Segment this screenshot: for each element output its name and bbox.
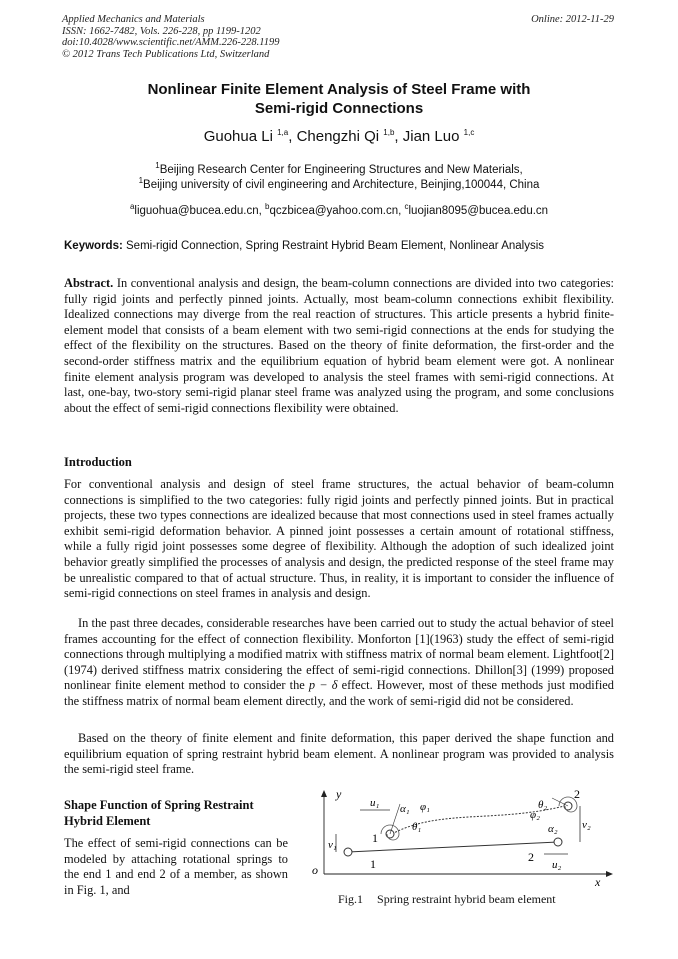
paper-title [0,80,678,118]
journal-header [62,14,279,60]
author-sup: 1,a [277,128,289,137]
y-axis-label: y [336,788,342,801]
introduction-paragraph-1: For conventional analysis and design of steel frame structures, the actual behavior of beam-column connections is simplified to the two categories: fully rigid joints and perfectly pinned joints. But in practical projects, these two types connections are idealized because that most connections used in steel frames actually exhibit semi-rigid deformation behavior. A pinned joint possesses a certain amount of rotational stiffness, while a fully rigid joint possesses some degree of flexibility. Although the adoption of such idealized joint behavior greatly simplified the processes of analysis and design, the predicted response of the steel frame may be unrealistic compared to that of actual structure. Thus, in reality, it is important to consider the influence of semi-rigid connections on steel frames in analysis and design. [64,477,614,601]
abstract-text: In conventional analysis and design, the beam-column connections are divided into two categories: fully rigid joints and perfectly pinned joints. Actually, most beam-column connections exhibit flexibility. Idealized connections may diverge from the real reaction of structures. This article presents a hybrid finite-element model that consists of a beam element with two semi-rigid connections at the ends for studying the effect of the flexibility on the structures. Based on the theory of finite deformation, the first-order and the second-order stiffness matrix and the equilibrium equation of hybrid beam element were got. A nonlinear finite element analysis program was developed to analysis the steel frames with semi-rigid connections. At last, one-bay, two-story semi-rigid planar steel frame was analyzed using the program, and some conclusions about the effect of semi-rigid connections flexibility were obtained. [64,276,614,415]
v1-label: v₁ [328,839,337,851]
introduction-heading: Introduction [64,455,132,469]
keywords-label: Keywords: [64,240,123,252]
abstract-label: Abstract. [64,276,114,290]
online-date: Online: 2012-11-29 [531,14,614,25]
node-2-label-initial: 2 [528,850,534,864]
u2-label: u₂ [552,859,562,871]
node-1-label-deformed: 1 [372,831,378,845]
email-link[interactable]: liguohua@bucea.edu.cn [134,205,259,217]
node-1-label-initial: 1 [370,857,376,871]
figure-1-caption-text: Spring restraint hybrid beam element [377,892,556,906]
author-sup: 1,c [463,128,475,137]
doi-line[interactable]: doi:10.4028/www.scientific.net/AMM.226-228.1199 [62,37,280,48]
title-line-2: Semi-rigid Connections [254,100,424,117]
node-2-initial [554,838,562,846]
author-name: Guohua Li [203,128,273,145]
origin-label: o [312,863,318,877]
email-list: $^a$liguohua@bucea.edu.cn, $^b$qczbicea@yahoo.com.cn, $^c$luojian8095@bucea.edu.cn [129,202,549,217]
theta2-label: θ₂ [538,799,548,811]
affiliation-line: $^1$Beijing Research Center for Engineering Structures and New Materials, [155,161,523,176]
theta1-label: θ₁ [412,821,422,833]
shape-function-heading: Shape Function of Spring Restraint Hybrid Element [64,798,254,828]
copyright-line: © 2012 Trans Tech Publications Ltd, Switzerland [62,48,270,60]
figure-1-caption [338,892,556,907]
p-delta-math: p − δ [308,678,338,693]
x-axis-label: x [595,875,601,889]
undeformed-member [348,842,558,852]
figure-1-beam-element [300,788,622,928]
alpha1-label: α₁ [400,803,410,815]
x-axis-arrow [606,871,613,877]
author-name: Chengzhi Qi [296,128,380,145]
alpha2-label: α₂ [548,823,558,835]
email-link[interactable]: qczbicea@yahoo.com.cn [269,205,399,217]
affiliation-line: $^1$Beijing university of civil engineering and Architecture, Beinjing,100044, China [138,176,540,191]
shape-function-paragraph: The effect of semi-rigid connections can be modeled by attaching rotational springs to the end 1 and end 2 of a member, as shown in Fig. 1, and [64,836,288,897]
figure-1-caption-label: Fig.1 [338,892,364,906]
affiliations [0,163,678,193]
introduction-paragraph-2: In the past three decades, considerable researches have been carried out to study the actual behavior of steel frames accounting for the effect of connection flexibility. Monforton [1](1963) study the effect of semi-rigid connections through multiplying a modified matrix with stiffness matrix of normal beam element. Lightfoot[2] (1974) derived stiffness matrix considering the effect of semi-rigid connections. Dhillon[3] (1999) proposed nonlinear finite element method to consider the p − δ effect. However, most of these methods just modified the stiffness matrix of normal beam element directly, and the work of semi-rigid did not be considered. [64,616,614,708]
keywords-text: Semi-rigid Connection, Spring Restraint Hybrid Beam Element, Nonlinear Analysis [126,240,545,252]
author-list: Guohua Li $^{1,a}$, Chengzhi Qi $^{1,b}$, Jian Luo $^{1,c}$ [203,128,475,145]
phi2-label: φ₂ [530,809,540,821]
email-link[interactable]: luojian8095@bucea.edu.cn [408,205,549,217]
phi1-label: φ₁ [420,801,430,813]
keywords [64,240,624,252]
issn-line: ISSN: 1662-7482, Vols. 226-228, pp 1199-1202 [62,25,261,37]
v2-label: v₂ [582,819,591,831]
author-name: Jian Luo [402,128,460,145]
node-1-initial [344,848,352,856]
u1-label: u₁ [370,797,380,809]
y-axis-arrow [321,790,327,797]
title-line-1: Nonlinear Finite Element Analysis of Steel Frame with [147,81,531,98]
node-2-label-deformed: 2 [574,788,580,801]
author-sup: 1,b [383,128,395,137]
journal-name: Applied Mechanics and Materials [62,14,205,25]
abstract [64,276,614,416]
introduction-paragraph-3: Based on the theory of finite element and finite deformation, this paper derived the shape function and equilibrium equation of spring restraint hybrid beam element. A nonlinear program was provided to analysis the semi-rigid steel frame. [64,731,614,777]
